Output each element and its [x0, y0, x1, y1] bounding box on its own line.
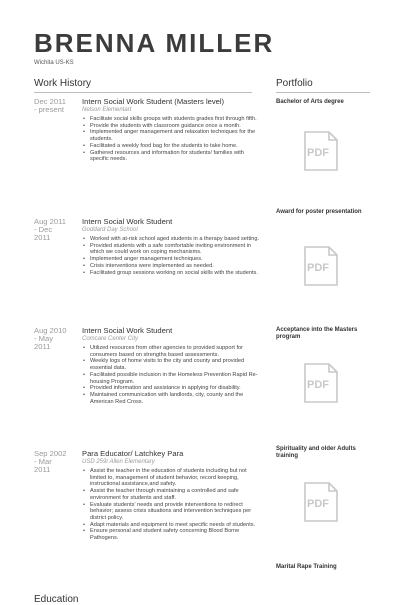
- resume-location: Wichita US-KS: [34, 60, 74, 66]
- pdf-icon-label: PDF: [307, 379, 329, 391]
- job-title: Intern Social Work Student: [82, 326, 173, 335]
- portfolio-item-title: Marital Rape Training: [276, 564, 337, 570]
- job-date: Aug 2010 - May 2011: [34, 326, 67, 351]
- portfolio-item[interactable]: [276, 99, 376, 159]
- job-bullet: • Assist the teacher in the education of students including but not limited to, management of student behavior, record keeping, instructional assistance,and safety.: [90, 468, 264, 488]
- job-bullet: • Adapt materials and equipment to meet specific needs of students.: [90, 522, 264, 529]
- job-title: Intern Social Work Student: [82, 217, 173, 226]
- job-bullet: • Implemented anger management techniques.: [90, 256, 264, 263]
- job-bullet: • Crisis interventions were implemented as needed.: [90, 263, 264, 270]
- job-date: Sep 2002 - Mar 2011: [34, 449, 67, 474]
- portfolio-item[interactable]: [276, 209, 376, 274]
- job-bullet: • Evaluate students' needs and provide interventions to redirect behavior; assess crisis situations and intervention techniques per district policy.: [90, 502, 264, 522]
- job-bullet: • Gathered resources and information for students/ families with specific needs.: [90, 150, 264, 163]
- job-bullet-list: [82, 116, 264, 163]
- job-bullet: • Implemented anger management and relaxation techniques for the students.: [90, 129, 264, 142]
- job-bullet: • Maintained communication with landlords, city, county and the American Red Cross.: [90, 392, 264, 405]
- pdf-icon[interactable]: [304, 363, 338, 403]
- work-history-heading: Work History: [34, 78, 252, 93]
- job-bullet-list: [82, 345, 264, 405]
- job-bullet: • Facilitated group sessions working on social skills with the students.: [90, 270, 264, 277]
- job-title: Para Educator/ Latchkey Para: [82, 449, 184, 458]
- job-bullet: • Utilized resources from other agencies to provided support for consumers based on strengths based assessments.: [90, 345, 264, 358]
- pdf-icon-label: PDF: [307, 147, 329, 159]
- pdf-icon[interactable]: [304, 482, 338, 522]
- job-bullet-list: [82, 236, 264, 276]
- job-employer: Comcare Center City: [82, 336, 139, 342]
- portfolio-item-title: Award for poster presentation: [276, 209, 362, 215]
- job-employer: USD 259/ Allen Elementary: [82, 459, 155, 465]
- job-employer: Nelson Elementart: [82, 107, 132, 113]
- portfolio-heading: Portfolio: [276, 78, 370, 93]
- portfolio-item[interactable]: [276, 446, 376, 510]
- portfolio-item-title: Acceptance into the Masters program: [276, 327, 358, 340]
- job-bullet: • Facilitated a weekly food bag for the students to take home.: [90, 143, 264, 150]
- job-title: Intern Social Work Student (Masters level): [82, 97, 225, 106]
- portfolio-item[interactable]: [276, 564, 376, 571]
- job-bullet: • Assist the teacher through maintaining a controlled and safe environment for students and staff.: [90, 488, 264, 501]
- job-bullet: • Facilitate social skills groups with students grades first through fifth.: [90, 116, 264, 123]
- resume-name: BRENNA MILLER: [34, 28, 275, 58]
- portfolio-item-title: Spirituality and older Adults training: [276, 446, 356, 459]
- pdf-icon[interactable]: [304, 131, 338, 171]
- job-bullet: • Weekly logs of home visits to the city and county and provided essential data.: [90, 358, 264, 371]
- education-heading: Education: [34, 594, 79, 605]
- job-bullet: • Worked with at-risk school aged students in a therapy based setting.: [90, 236, 264, 243]
- job-bullet: • Provided information and assistance in applying for disability.: [90, 385, 264, 392]
- job-bullet: • Provided students with a safe comfortable inviting environment in which we could work on coping mechanisms.: [90, 243, 264, 256]
- job-date: Aug 2011 - Dec 2011: [34, 217, 66, 242]
- portfolio-item-title: Bachelor of Arts degree: [276, 99, 344, 105]
- job-bullet: • Facilitated possible inclusion in the Homeless Prevention Rapid Re-housing Program.: [90, 372, 264, 385]
- job-bullet-list: [82, 468, 264, 542]
- job-employer: Goddard Day School: [82, 227, 138, 233]
- pdf-icon-label: PDF: [307, 498, 329, 510]
- pdf-icon[interactable]: [304, 246, 338, 286]
- portfolio-item[interactable]: [276, 327, 376, 391]
- job-bullet: • Provide the students with classroom guidance once a month.: [90, 123, 264, 130]
- job-bullet: • Ensure personal and student safety concerning Blood Borne Pathogens.: [90, 528, 264, 541]
- pdf-icon-label: PDF: [307, 262, 329, 274]
- job-date: Dec 2011 - present: [34, 97, 66, 114]
